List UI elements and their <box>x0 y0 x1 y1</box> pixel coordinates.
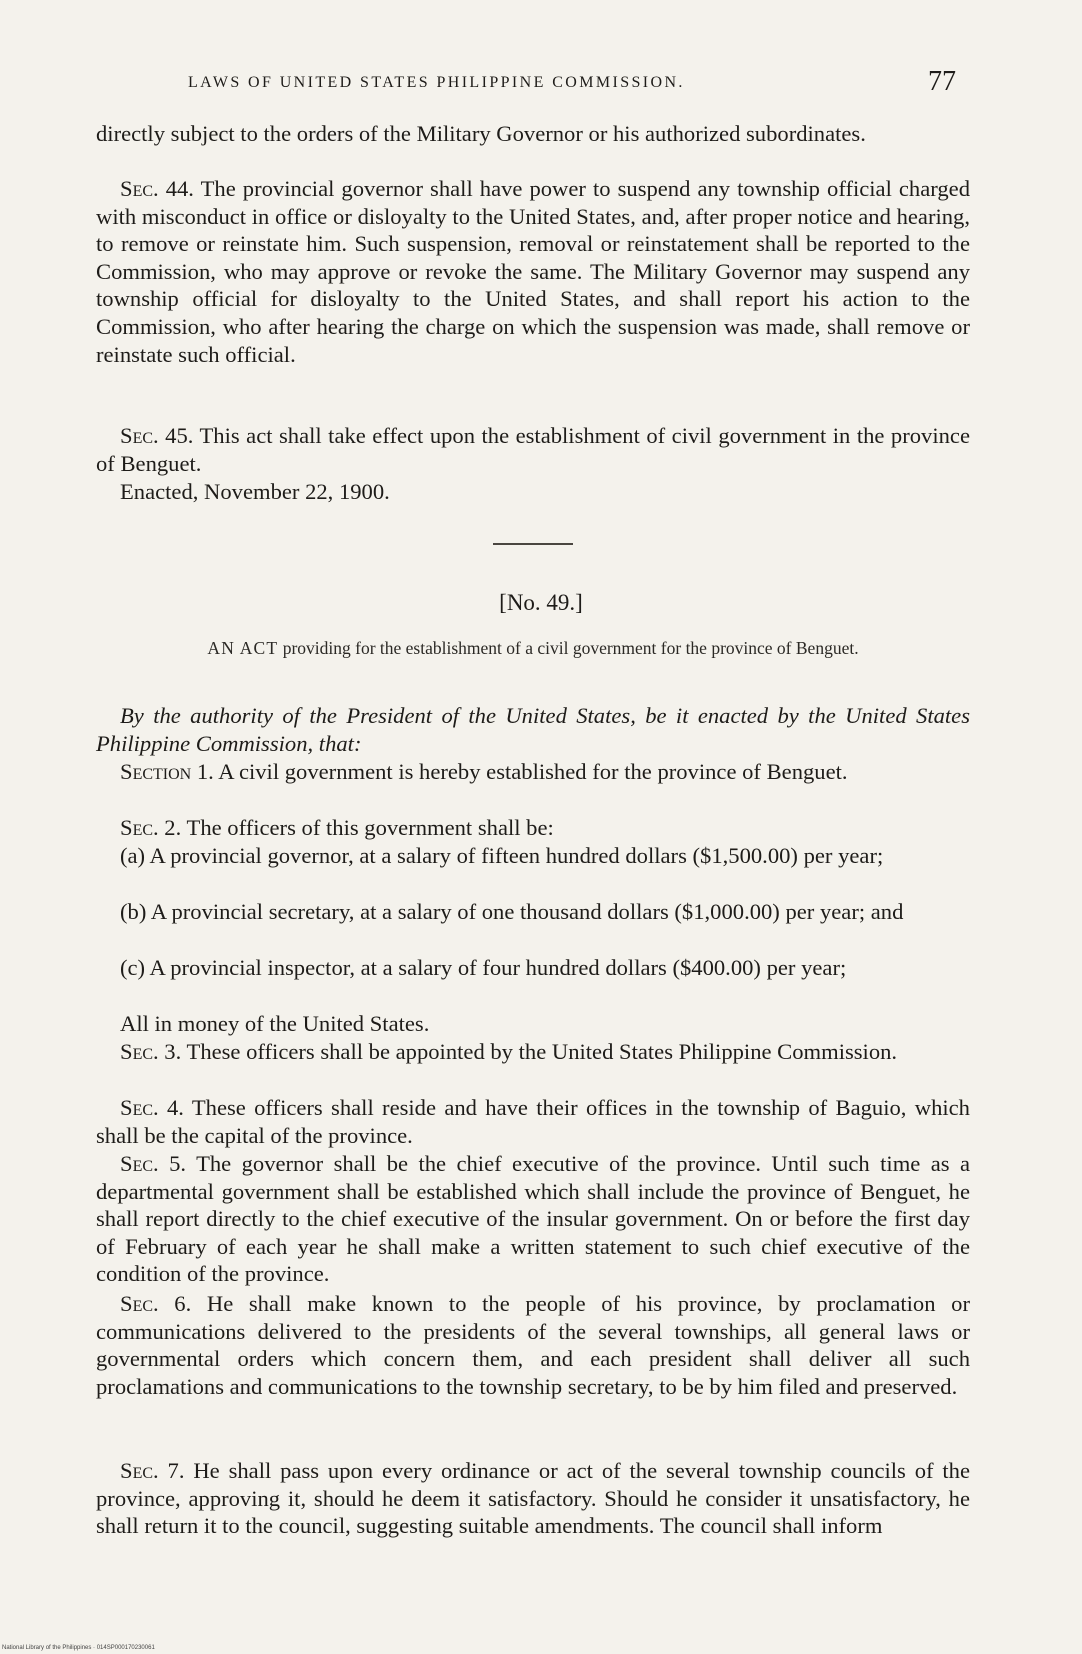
act-section-7 <box>96 1457 970 1540</box>
act-section-2 <box>96 814 970 842</box>
act-section-2-closing <box>96 1010 970 1038</box>
section-text: The provincial governor shall have power to suspend any township official charged with misconduct in office or disloyalty to the United States, and, after proper notice and hearing, to remove or reinstate him. Such suspension, removal or reinstatement shall be reported to the Commission, who may approve or revoke the same. The Military Governor may suspend any township official for disloyalty to the United States, and shall report his action to the Commission, who after hearing the charge on which the suspension was made, shall remove or reinstate such official. <box>96 176 970 367</box>
enacted-text: Enacted, November 22, 1900. <box>120 479 390 504</box>
act-title-lead: AN ACT <box>207 638 279 658</box>
section-label: Sec. 45. <box>120 423 194 448</box>
enacting-clause-text: By the authority of the President of the United States, be it enacted by the United States Philippine Commission, that: <box>96 703 970 756</box>
act-section-1 <box>96 758 970 786</box>
section-text: He shall make known to the people of his province, by proclamation or communications delivered to the presidents of the several townships, all general laws or governmental orders which concern them, and each president shall deliver all such proclamations and communications to the township secretary, to be by him filed and preserved. <box>96 1291 970 1399</box>
scan-footer: National Library of the Philippines · 014SP000170230061 <box>2 1645 155 1651</box>
act-section-2b <box>96 898 970 926</box>
section-label: Section 1. <box>120 759 214 784</box>
section-divider <box>493 543 573 545</box>
clause-text: (c) A provincial inspector, at a salary of four hundred dollars ($400.00) per year; <box>120 955 847 980</box>
section-text: A civil government is hereby established for the province of Benguet. <box>218 759 848 784</box>
act-number: [No. 49.] <box>499 590 583 615</box>
section-44 <box>96 175 970 368</box>
paragraph-continuation <box>96 120 970 148</box>
section-label: Sec. 5. <box>120 1151 187 1176</box>
act-section-6 <box>96 1290 970 1400</box>
section-45 <box>96 422 970 477</box>
enacted-date <box>96 478 970 506</box>
section-text: This act shall take effect upon the establishment of civil government in the province of Benguet. <box>96 423 970 476</box>
section-text: The officers of this government shall be: <box>186 815 554 840</box>
clause-text: (a) A provincial governor, at a salary of fifteen hundred dollars ($1,500.00) per year; <box>120 843 884 868</box>
section-label: Sec. 7. <box>120 1458 185 1483</box>
act-section-4 <box>96 1094 970 1149</box>
running-title: LAWS OF UNITED STATES PHILIPPINE COMMISSION. <box>188 74 685 91</box>
section-text: The governor shall be the chief executive of the province. Until such time as a departmental government shall be established which shall include the province of Benguet, he shall report directly to the chief executive of the insular government. On or before the first day of February of each year he shall make a written statement to such chief executive of the condition of the province. <box>96 1151 970 1287</box>
section-text: These officers shall be appointed by the United States Philippine Commission. <box>186 1039 898 1064</box>
section-label: Sec. 6. <box>120 1291 192 1316</box>
act-section-2c <box>96 954 970 982</box>
continuation-text: directly subject to the orders of the Military Governor or his authorized subordinates. <box>96 121 866 146</box>
section-text: These officers shall reside and have their offices in the township of Baguio, which shall be the capital of the province. <box>96 1095 970 1148</box>
section-label: Sec. 2. <box>120 815 182 840</box>
section-label: Sec. 44. <box>120 176 194 201</box>
clause-text: (b) A provincial secretary, at a salary of one thousand dollars ($1,000.00) per year; and <box>120 899 904 924</box>
section-label: Sec. 4. <box>120 1095 184 1120</box>
clause-text: All in money of the United States. <box>120 1011 430 1036</box>
act-section-2a <box>96 842 970 870</box>
section-label: Sec. 3. <box>120 1039 182 1064</box>
act-title-text: providing for the establishment of a civil government for the province of Benguet. <box>282 638 859 658</box>
act-title <box>96 638 970 659</box>
enacting-clause <box>96 702 970 757</box>
section-text: He shall pass upon every ordinance or act of the several township councils of the province, approving it, should he deem it satisfactory. Should he consider it unsatisfactory, he shall return it to the council, suggesting suitable amendments. The council shall inform <box>96 1458 970 1539</box>
act-section-5 <box>96 1150 970 1288</box>
act-section-3 <box>96 1038 970 1066</box>
running-header <box>100 62 970 102</box>
page-number: 77 <box>928 66 956 97</box>
